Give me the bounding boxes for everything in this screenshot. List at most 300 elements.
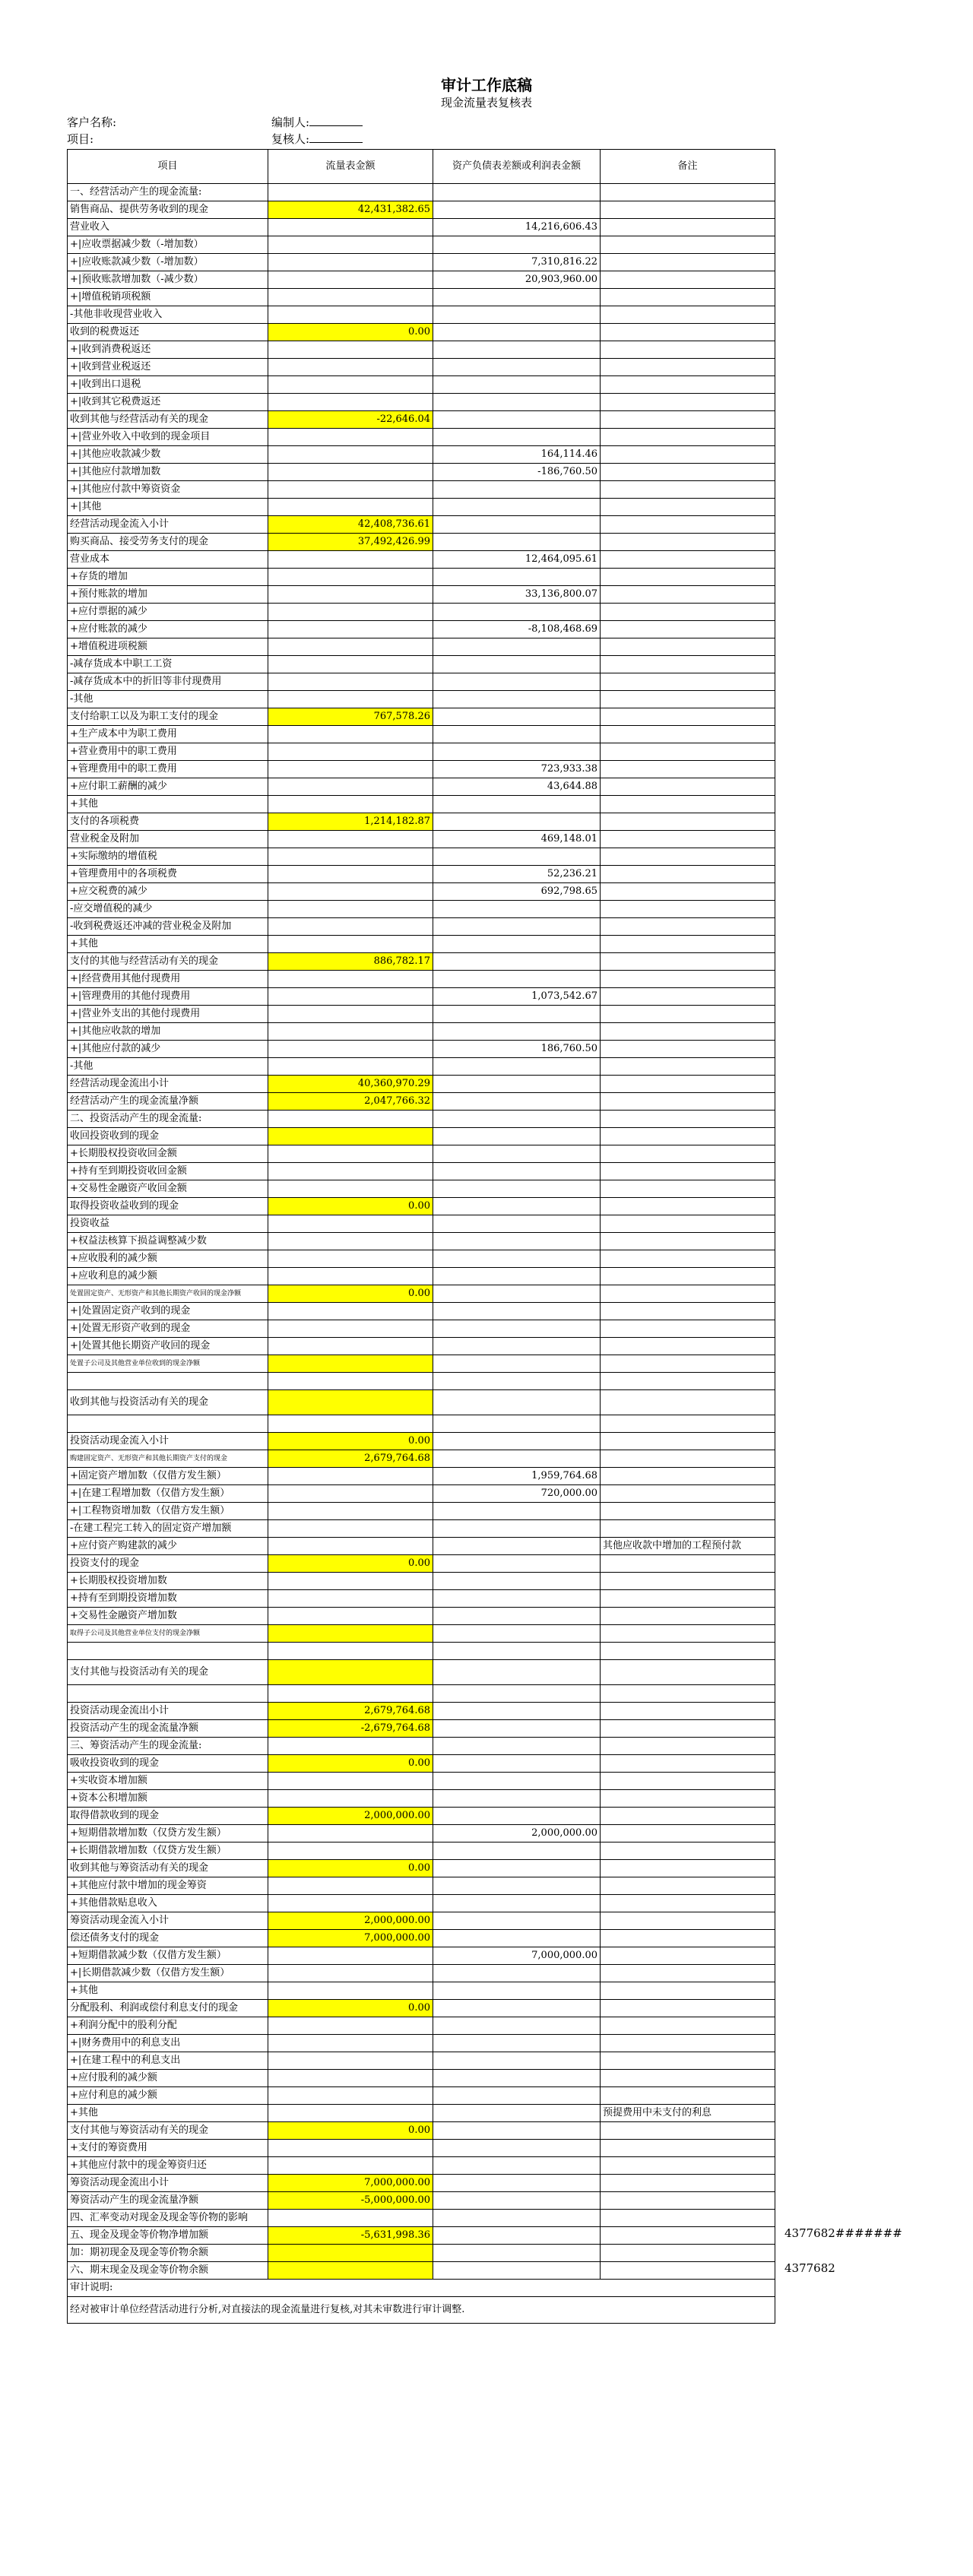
table-row: [68, 1643, 775, 1660]
row-amount-cell: [268, 1233, 433, 1250]
row-amount-cell: [268, 1058, 433, 1076]
row-amount-cell: -2,679,764.68: [268, 1720, 433, 1738]
row-item-cell: +资本公积增加额: [68, 1790, 268, 1808]
row-amount-cell: [268, 1006, 433, 1023]
row-item-cell: +其他应付款中增加的现金筹资: [68, 1877, 268, 1895]
row-note-cell: [601, 254, 775, 271]
row-note-cell: [601, 569, 775, 586]
row-amount-cell: [268, 1982, 433, 2000]
row-amount-cell: [268, 1468, 433, 1485]
row-item-cell: +应付股利的减少额: [68, 2070, 268, 2087]
row-item-cell: 收到的税费返还: [68, 324, 268, 341]
row-item-cell: +|其他应付款中筹资资金: [68, 481, 268, 499]
row-diff-cell: [433, 1338, 601, 1355]
row-diff-cell: [433, 1590, 601, 1608]
row-amount-cell: 0.00: [268, 2122, 433, 2140]
row-amount-cell: [268, 429, 433, 446]
row-diff-cell: [433, 1093, 601, 1111]
table-row: [68, 1250, 775, 1268]
row-amount-cell: [268, 2210, 433, 2227]
row-diff-cell: [433, 1503, 601, 1520]
row-item-cell: 收到其他与经营活动有关的现金: [68, 411, 268, 429]
table-row: [68, 1573, 775, 1590]
table-row: [68, 1982, 775, 2000]
row-amount-cell: [268, 1538, 433, 1555]
table-row: [68, 569, 775, 586]
audit-text-row: [68, 2297, 775, 2324]
row-diff-cell: 7,310,816.22: [433, 254, 601, 271]
row-diff-cell: [433, 2087, 601, 2105]
table-row: [68, 691, 775, 708]
row-item-cell: 投资活动产生的现金流量净额: [68, 1720, 268, 1738]
row-amount-cell: 0.00: [268, 2000, 433, 2017]
row-item-cell: +|其他应付款增加数: [68, 464, 268, 481]
table-row: [68, 429, 775, 446]
table-row: [68, 1485, 775, 1503]
row-amount-cell: [268, 604, 433, 621]
row-note-cell: [601, 1128, 775, 1145]
row-amount-cell: [268, 1180, 433, 1198]
table-row: [68, 1111, 775, 1128]
row-diff-cell: [433, 236, 601, 254]
table-row: [68, 2192, 775, 2210]
row-amount-cell: [268, 831, 433, 848]
row-amount-cell: [268, 883, 433, 901]
row-item-cell: 四、汇率变动对现金及现金等价物的影响: [68, 2210, 268, 2227]
row-amount-cell: [268, 1773, 433, 1790]
table-row: [68, 813, 775, 831]
row-item-cell: +应收股利的减少额: [68, 1250, 268, 1268]
table-row: [68, 673, 775, 691]
row-diff-cell: [433, 1555, 601, 1573]
col-header-note: 备注: [601, 150, 775, 184]
row-diff-cell: [433, 1912, 601, 1930]
row-amount-cell: [268, 726, 433, 743]
row-amount-cell: [268, 394, 433, 411]
row-note-cell: [601, 2175, 775, 2192]
row-amount-cell: [268, 2105, 433, 2122]
table-row: [68, 1503, 775, 1520]
row-note-cell: [601, 1303, 775, 1320]
row-amount-cell: 7,000,000.00: [268, 1930, 433, 1947]
row-diff-cell: [433, 1128, 601, 1145]
row-diff-cell: [433, 918, 601, 936]
row-item-cell: 六、期末现金及现金等价物余额: [68, 2262, 268, 2280]
row-amount-cell: 2,679,764.68: [268, 1450, 433, 1468]
row-diff-cell: [433, 2000, 601, 2017]
row-item-cell: +其他借款贴息收入: [68, 1895, 268, 1912]
row-item-cell: +|增值税销项税额: [68, 289, 268, 306]
row-diff-cell: 20,903,960.00: [433, 271, 601, 289]
row-item-cell: +|营业外支出的其他付现费用: [68, 1006, 268, 1023]
row-note-cell: [601, 1111, 775, 1128]
row-item-cell: 支付给职工以及为职工支付的现金: [68, 708, 268, 726]
row-diff-cell: [433, 1538, 601, 1555]
row-item-cell: [68, 1643, 268, 1660]
row-note-cell: [601, 289, 775, 306]
table-row: [68, 1755, 775, 1773]
row-item-cell: +其他: [68, 2105, 268, 2122]
row-item-cell: +其他应付款中的现金筹资归还: [68, 2157, 268, 2175]
table-row: [68, 376, 775, 394]
row-item-cell: 经营活动现金流出小计: [68, 1076, 268, 1093]
row-amount-cell: [268, 1625, 433, 1643]
row-diff-cell: [433, 1180, 601, 1198]
row-item-cell: 经营活动产生的现金流量净额: [68, 1093, 268, 1111]
row-diff-cell: 14,216,606.43: [433, 219, 601, 236]
row-note-cell: [601, 2227, 775, 2245]
row-amount-cell: [268, 1320, 433, 1338]
row-item-cell: +应付利息的减少额: [68, 2087, 268, 2105]
row-note-cell: [601, 1250, 775, 1268]
row-note-cell: [601, 359, 775, 376]
row-note-cell: [601, 1268, 775, 1285]
table-row: [68, 918, 775, 936]
audit-label-row: [68, 2280, 775, 2297]
row-diff-cell: [433, 2140, 601, 2157]
row-amount-cell: [268, 359, 433, 376]
row-diff-cell: [433, 1006, 601, 1023]
doc-title: 审计工作底稿: [441, 76, 532, 94]
row-item-cell: +持有至到期投资增加数: [68, 1590, 268, 1608]
table-row: [68, 1450, 775, 1468]
table-row: [68, 1285, 775, 1303]
row-item-cell: +预付账款的增加: [68, 586, 268, 604]
row-diff-cell: [433, 1250, 601, 1268]
row-diff-cell: [433, 604, 601, 621]
row-amount-cell: [268, 289, 433, 306]
row-item-cell: 经营活动现金流入小计: [68, 516, 268, 534]
row-item-cell: 筹资活动现金流出小计: [68, 2175, 268, 2192]
row-amount-cell: 42,431,382.65: [268, 201, 433, 219]
row-diff-cell: [433, 1842, 601, 1860]
row-note-cell: [601, 341, 775, 359]
table-row: [68, 534, 775, 551]
table-row: [68, 1965, 775, 1982]
row-diff-cell: [433, 848, 601, 866]
row-amount-cell: [268, 866, 433, 883]
table-row: [68, 341, 775, 359]
row-note-cell: [601, 1930, 775, 1947]
row-note-cell: [601, 1842, 775, 1860]
row-item-cell: +|收到营业税返还: [68, 359, 268, 376]
row-item-cell: +|其他应收款减少数: [68, 446, 268, 464]
row-diff-cell: [433, 306, 601, 324]
row-note-cell: [601, 534, 775, 551]
table-row: [68, 1842, 775, 1860]
row-note-cell: [601, 271, 775, 289]
row-diff-cell: [433, 1320, 601, 1338]
row-amount-cell: [268, 656, 433, 673]
row-diff-cell: [433, 1433, 601, 1450]
preparer-field: [271, 114, 363, 130]
row-amount-cell: [268, 2245, 433, 2262]
table-row: [68, 446, 775, 464]
row-amount-cell: [268, 1250, 433, 1268]
row-diff-cell: 1,073,542.67: [433, 988, 601, 1006]
row-item-cell: +营业费用中的职工费用: [68, 743, 268, 761]
row-amount-cell: [268, 1145, 433, 1163]
row-note-cell: [601, 1555, 775, 1573]
row-note-cell: [601, 1685, 775, 1703]
row-diff-cell: [433, 534, 601, 551]
row-diff-cell: [433, 481, 601, 499]
row-note-cell: [601, 1738, 775, 1755]
row-item-cell: +|预收账款增加数（-减少数）: [68, 271, 268, 289]
row-note-cell: [601, 726, 775, 743]
row-item-cell: [68, 1685, 268, 1703]
row-item-cell: +短期借款增加数（仅贷方发生额）: [68, 1825, 268, 1842]
row-diff-cell: [433, 1643, 601, 1660]
row-diff-cell: [433, 1790, 601, 1808]
row-note-cell: [601, 236, 775, 254]
table-row: [68, 1625, 775, 1643]
row-item-cell: +|处置固定资产收到的现金: [68, 1303, 268, 1320]
row-diff-cell: [433, 1198, 601, 1215]
row-note-cell: [601, 1041, 775, 1058]
row-amount-cell: [268, 743, 433, 761]
row-note-cell: [601, 918, 775, 936]
row-item-cell: 偿还债务支付的现金: [68, 1930, 268, 1947]
row-diff-cell: [433, 1573, 601, 1590]
row-note-cell: [601, 2245, 775, 2262]
row-item-cell: 销售商品、提供劳务收到的现金: [68, 201, 268, 219]
table-row: [68, 464, 775, 481]
row-amount-cell: [268, 341, 433, 359]
table-row: [68, 866, 775, 883]
row-amount-cell: 0.00: [268, 1433, 433, 1450]
row-note-cell: [601, 201, 775, 219]
table-row: [68, 1790, 775, 1808]
row-item-cell: +|其他应收款的增加: [68, 1023, 268, 1041]
row-note-cell: [601, 219, 775, 236]
row-note-cell: [601, 464, 775, 481]
table-row: [68, 1685, 775, 1703]
row-note-cell: [601, 1895, 775, 1912]
row-amount-cell: [268, 236, 433, 254]
doc-subtitle: 现金流量表复核表: [440, 96, 532, 109]
row-note-cell: [601, 481, 775, 499]
row-diff-cell: [433, 2192, 601, 2210]
row-diff-cell: [433, 1285, 601, 1303]
row-diff-cell: [433, 2017, 601, 2035]
table-row: [68, 1233, 775, 1250]
row-diff-cell: [433, 673, 601, 691]
row-diff-cell: [433, 1860, 601, 1877]
row-diff-cell: [433, 1982, 601, 2000]
row-amount-cell: [268, 446, 433, 464]
row-amount-cell: 0.00: [268, 1555, 433, 1573]
table-row: [68, 2087, 775, 2105]
row-amount-cell: [268, 2087, 433, 2105]
row-note-cell: [601, 551, 775, 569]
table-row: [68, 1930, 775, 1947]
row-amount-cell: [268, 464, 433, 481]
table-row: [68, 638, 775, 656]
row-amount-cell: [268, 988, 433, 1006]
reviewer-line: [309, 142, 363, 143]
row-amount-cell: [268, 481, 433, 499]
row-item-cell: +其他: [68, 936, 268, 953]
row-item-cell: +|营业外收入中收到的现金项目: [68, 429, 268, 446]
row-diff-cell: [433, 1268, 601, 1285]
row-diff-cell: [433, 359, 601, 376]
row-diff-cell: [433, 1058, 601, 1076]
table-row: [68, 604, 775, 621]
table-row: [68, 1520, 775, 1538]
table-row: [68, 1538, 775, 1555]
row-item-cell: +|处置其他长期资产收回的现金: [68, 1338, 268, 1355]
row-diff-cell: [433, 796, 601, 813]
row-diff-cell: [433, 1076, 601, 1093]
row-note-cell: [601, 2140, 775, 2157]
row-note-cell: [601, 1390, 775, 1415]
row-amount-cell: [268, 1390, 433, 1415]
row-diff-cell: [433, 1450, 601, 1468]
row-note-cell: [601, 1076, 775, 1093]
table-row: [68, 936, 775, 953]
row-amount-cell: [268, 306, 433, 324]
row-note-cell: [601, 1982, 775, 2000]
table-row: [68, 1338, 775, 1355]
row-note-cell: [601, 1825, 775, 1842]
table-row: [68, 1895, 775, 1912]
row-note-cell: [601, 673, 775, 691]
row-note-cell: [601, 953, 775, 971]
row-note-cell: [601, 1755, 775, 1773]
table-row: [68, 1093, 775, 1111]
row-amount-cell: -5,631,998.36: [268, 2227, 433, 2245]
row-diff-cell: [433, 516, 601, 534]
row-amount-cell: [268, 184, 433, 201]
row-amount-cell: [268, 2157, 433, 2175]
row-diff-cell: [433, 1738, 601, 1755]
row-item-cell: +应收利息的减少额: [68, 1268, 268, 1285]
row-diff-cell: [433, 743, 601, 761]
row-amount-cell: [268, 1825, 433, 1842]
row-item-cell: 三、筹资活动产生的现金流量:: [68, 1738, 268, 1755]
row-note-cell: [601, 1320, 775, 1338]
row-diff-cell: [433, 971, 601, 988]
row-diff-cell: [433, 953, 601, 971]
table-row: [68, 1128, 775, 1145]
row-diff-cell: [433, 499, 601, 516]
row-note-cell: [601, 778, 775, 796]
row-note-cell: [601, 1373, 775, 1390]
row-item-cell: +实际缴纳的增值税: [68, 848, 268, 866]
row-note-cell: [601, 184, 775, 201]
row-note-cell: [601, 691, 775, 708]
row-item-cell: 吸收投资收到的现金: [68, 1755, 268, 1773]
row-item-cell: +|在建工程中的利息支出: [68, 2052, 268, 2070]
row-note-cell: [601, 2192, 775, 2210]
row-amount-cell: [268, 1520, 433, 1538]
row-item-cell: 购建固定资产、无形资产和其他长期资产支付的现金: [68, 1450, 268, 1468]
row-note-cell: [601, 1198, 775, 1215]
row-item-cell: +交易性金融资产收回金额: [68, 1180, 268, 1198]
row-note-cell: [601, 1877, 775, 1895]
row-amount-cell: [268, 621, 433, 638]
table-row: [68, 988, 775, 1006]
row-item-cell: 取得子公司及其他营业单位支付的现金净额: [68, 1625, 268, 1643]
row-item-cell: +权益法核算下损益调整减少数: [68, 1233, 268, 1250]
row-item-cell: +其他: [68, 1982, 268, 2000]
row-note-cell: [601, 1355, 775, 1373]
row-amount-cell: [268, 796, 433, 813]
row-diff-cell: 692,798.65: [433, 883, 601, 901]
row-item-cell: -减存货成本中职工工资: [68, 656, 268, 673]
row-amount-cell: [268, 499, 433, 516]
table-row: [68, 1660, 775, 1685]
row-item-cell: -应交增值税的减少: [68, 901, 268, 918]
row-diff-cell: [433, 1215, 601, 1233]
row-amount-cell: [268, 1660, 433, 1685]
row-amount-cell: [268, 1895, 433, 1912]
row-item-cell: 二、投资活动产生的现金流量:: [68, 1111, 268, 1128]
row-item-cell: 支付的其他与经营活动有关的现金: [68, 953, 268, 971]
row-note-cell: [601, 866, 775, 883]
row-note-cell: [601, 1573, 775, 1590]
row-amount-cell: [268, 1573, 433, 1590]
table-row: [68, 1590, 775, 1608]
row-item-cell: +管理费用中的各项税费: [68, 866, 268, 883]
row-amount-cell: [268, 271, 433, 289]
row-diff-cell: [433, 2157, 601, 2175]
row-note-cell: [601, 1773, 775, 1790]
row-note-cell: [601, 621, 775, 638]
row-item-cell: -其他: [68, 1058, 268, 1076]
row-diff-cell: [433, 1895, 601, 1912]
row-diff-cell: 469,148.01: [433, 831, 601, 848]
row-amount-cell: 2,679,764.68: [268, 1703, 433, 1720]
row-amount-cell: 2,000,000.00: [268, 1912, 433, 1930]
row-diff-cell: -186,760.50: [433, 464, 601, 481]
audit-label: 审计说明:: [68, 2280, 775, 2297]
table-row: [68, 2140, 775, 2157]
row-diff-cell: [433, 2122, 601, 2140]
row-amount-cell: 7,000,000.00: [268, 2175, 433, 2192]
row-amount-cell: 0.00: [268, 324, 433, 341]
table-row: [68, 1320, 775, 1338]
row-item-cell: -收到税费返还冲减的营业税金及附加: [68, 918, 268, 936]
row-note-cell: [601, 1433, 775, 1450]
row-item-cell: 营业收入: [68, 219, 268, 236]
table-row: [68, 236, 775, 254]
row-item-cell: 取得借款收到的现金: [68, 1808, 268, 1825]
table-row: [68, 1058, 775, 1076]
row-item-cell: 收到其他与投资活动有关的现金: [68, 1390, 268, 1415]
row-item-cell: 投资收益: [68, 1215, 268, 1233]
table-row: [68, 726, 775, 743]
row-item-cell: +|长期借款减少数（仅借方发生额）: [68, 1965, 268, 1982]
row-amount-cell: [268, 778, 433, 796]
table-row: [68, 2122, 775, 2140]
row-note-cell: [601, 1860, 775, 1877]
row-item-cell: +|经营费用其他付现费用: [68, 971, 268, 988]
table-row: [68, 1163, 775, 1180]
row-amount-cell: [268, 761, 433, 778]
row-diff-cell: [433, 201, 601, 219]
row-amount-cell: [268, 1111, 433, 1128]
row-note-cell: [601, 1233, 775, 1250]
row-amount-cell: [268, 1685, 433, 1703]
table-row: [68, 254, 775, 271]
row-item-cell: +支付的筹资费用: [68, 2140, 268, 2157]
row-diff-cell: [433, 1877, 601, 1895]
row-item-cell: 五、现金及现金等价物净增加额: [68, 2227, 268, 2245]
row-amount-cell: [268, 1268, 433, 1285]
row-item-cell: +其他: [68, 796, 268, 813]
